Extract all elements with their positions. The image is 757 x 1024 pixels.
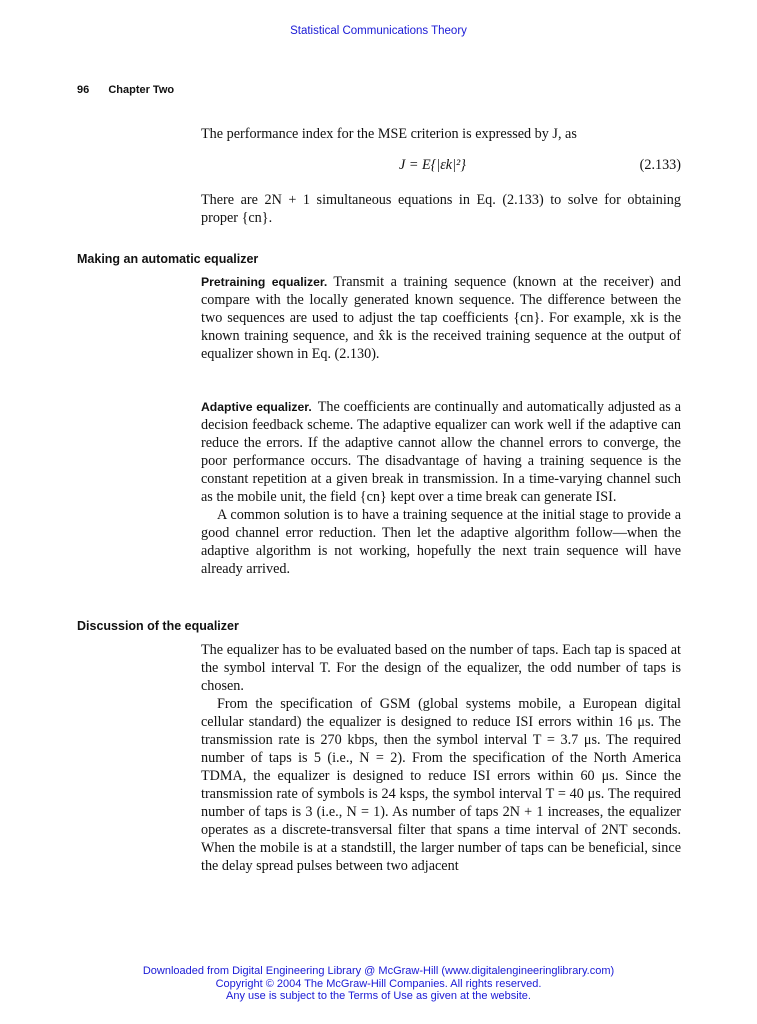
intro-paragraph [201, 125, 681, 143]
running-head [77, 84, 174, 96]
pretraining-title: Pretraining equalizer. [201, 275, 328, 289]
top-link[interactable]: Statistical Communications Theory [290, 25, 467, 37]
footer-download-link[interactable]: Downloaded from Digital Engineering Library @ McGraw-Hill (www.digitalengineeringlibrary.com) [142, 965, 615, 977]
page-number: 96 [77, 84, 90, 96]
footer-copyright: Copyright © 2004 The McGraw-Hill Companies. All rights reserved. [215, 977, 542, 990]
equation-2-133 [201, 157, 681, 175]
pretraining-text: Transmit a training sequence (known at the receiver) and compare with the locally generated known sequence. The difference between the two sequences are used to adjust the tap coefficients {cn}. For example, xk is the known training sequence, and x̂k is the received training sequence at the output of equalizer shown in Eq. (2.130). [201, 274, 681, 362]
intro-text: The performance index for the MSE criterion is expressed by J, as [201, 126, 577, 142]
section-heading-automatic-equalizer: Making an automatic equalizer [77, 252, 259, 266]
chapter-title: Chapter Two [108, 84, 175, 96]
discussion-paragraphs [201, 641, 681, 875]
equation-expression: J = E{|εk|²} [399, 157, 466, 173]
footer-terms-link[interactable]: Any use is subject to the Terms of Use as given at the website. [226, 990, 531, 1002]
footer[interactable] [0, 965, 757, 1003]
intro-text-2: There are 2N + 1 simultaneous equations in Eq. (2.133) to solve for obtaining proper {cn}. [201, 192, 681, 226]
adaptive-paragraph [201, 398, 681, 578]
equation-number: (2.133) [639, 157, 681, 173]
adaptive-text: The coefficients are continually and automatically adjusted as a decision feedback scheme. The adaptive equalizer can work well if the adaptive can reduce the errors. If the adaptive cannot allow the channel errors to converge, the poor performance occurs. The disadvantage of having a training sequence is the constant repetition at a given break in transmission. In a time-varying channel such as the mobile unit, the field {cn} kept over a time break can generate ISI. [201, 399, 681, 505]
discussion-text-2: From the specification of GSM (global systems mobile, a European digital cellular standard) the equalizer is designed to reduce ISI errors within 16 μs. The transmission rate is 270 kbps, then the symbol interval T = 3.7 μs. The required number of taps is 5 (i.e., N = 2). From the specification of the North America TDMA, the equalizer is designed to reduce ISI errors within 60 μs. Since the transmission rate of symbols is 24 ksps, the symbol interval T = 40 μs. The required number of taps is 3 (i.e., N = 1). As number of taps 2N + 1 increases, the equalizer operates as a discrete-transversal filter that spans a time interval of 2NT seconds. When the mobile is at a standstill, the larger number of taps can be beneficial, since the delay spread pulses between two adjacent [201, 696, 681, 874]
adaptive-text-2: A common solution is to have a training sequence at the initial stage to provide a good channel error reduction. Then let the adaptive algorithm follow—when the adaptive algorithm is not working, hopefully the next train sequence will have already arrived. [201, 507, 681, 577]
intro-paragraph-2 [201, 191, 681, 227]
adaptive-title: Adaptive equalizer. [201, 400, 312, 414]
section-heading-discussion: Discussion of the equalizer [77, 619, 239, 633]
pretraining-paragraph [201, 273, 681, 363]
discussion-text-1: The equalizer has to be evaluated based on the number of taps. Each tap is spaced at the symbol interval T. For the design of the equalizer, the odd number of taps is chosen. [201, 642, 681, 694]
